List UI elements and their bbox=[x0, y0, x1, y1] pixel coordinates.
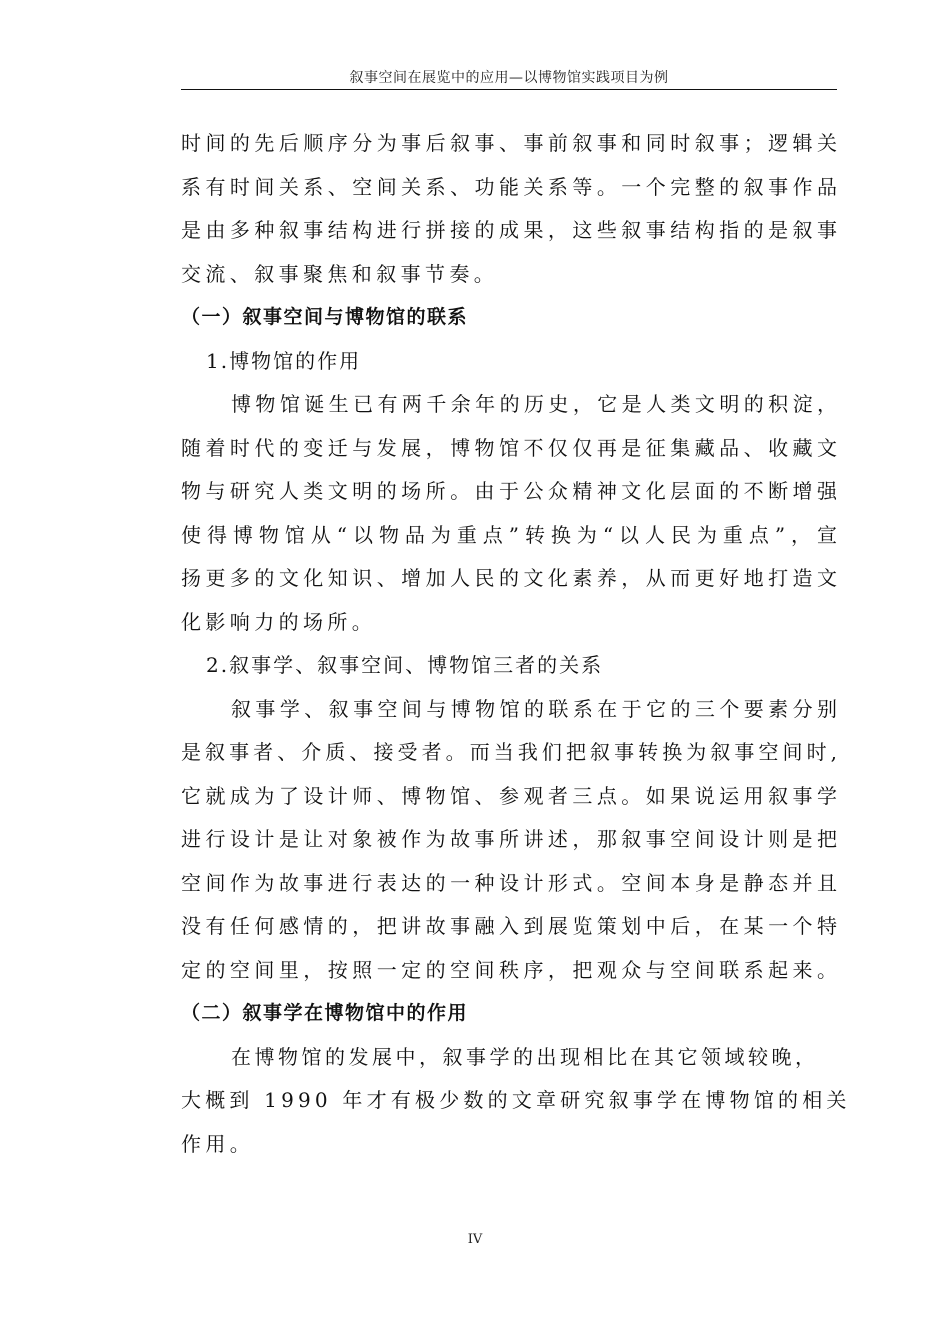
header-rule bbox=[181, 89, 837, 90]
subsection-heading: 1.博物馆的作用 bbox=[206, 348, 362, 373]
paragraph-line: 定的空间里，按照一定的空间秩序，把观众与空间联系起来。 bbox=[181, 957, 837, 982]
paragraph-line: 作用。 bbox=[181, 1131, 255, 1156]
paragraph-line: 没有任何感情的，把讲故事融入到展览策划中后，在某一个特 bbox=[181, 914, 837, 938]
section-heading: （一）叙事空间与博物馆的联系 bbox=[181, 306, 469, 328]
subsection-heading: 2.叙事学、叙事空间、博物馆三者的关系 bbox=[206, 653, 604, 677]
paragraph-line: 随着时代的变迁与发展，博物馆不仅仅再是征集藏品、收藏文 bbox=[181, 435, 837, 460]
paragraph-line: 叙事学、叙事空间与博物馆的联系在于它的三个要素分别 bbox=[231, 696, 837, 721]
paragraph-line: 它就成为了设计师、博物馆、参观者三点。如果说运用叙事学 bbox=[181, 783, 837, 808]
paragraph-line: 化影响力的场所。 bbox=[181, 609, 377, 634]
paragraph-line: 大概到 1990 年才有极少数的文章研究叙事学在博物馆的相关 bbox=[181, 1088, 851, 1112]
paragraph-line: 扬更多的文化知识、增加人民的文化素养，从而更好地打造文 bbox=[181, 566, 837, 590]
paragraph-line: 使得博物馆从“以物品为重点”转换为“以人民为重点”，宣 bbox=[181, 522, 837, 547]
paragraph-line: 空间作为故事进行表达的一种设计形式。空间本身是静态并且 bbox=[181, 870, 837, 895]
paragraph-line: 是叙事者、介质、接受者。而当我们把叙事转换为叙事空间时, bbox=[181, 740, 837, 764]
paragraph-line: 在博物馆的发展中，叙事学的出现相比在其它领域较晚， bbox=[231, 1044, 815, 1069]
paragraph-line: 交流、叙事聚焦和叙事节奏。 bbox=[181, 261, 499, 286]
section-heading: （二）叙事学在博物馆中的作用 bbox=[181, 1002, 469, 1024]
paragraph-line: 时间的先后顺序分为事后叙事、事前叙事和同时叙事；逻辑关 bbox=[181, 131, 837, 155]
paragraph-line: 进行设计是让对象被作为故事所讲述，那叙事空间设计则是把 bbox=[181, 827, 837, 851]
paragraph-line: 物与研究人类文明的场所。由于公众精神文化层面的不断增强 bbox=[181, 479, 837, 503]
paragraph-line: 博物馆诞生已有两千余年的历史，它是人类文明的积淀， bbox=[231, 392, 837, 416]
paragraph-line: 是由多种叙事结构进行拼接的成果，这些叙事结构指的是叙事 bbox=[181, 218, 837, 242]
body-text bbox=[181, 122, 851, 1166]
running-header: 叙事空间在展览中的应用—以博物馆实践项目为例 bbox=[349, 70, 669, 86]
page-number: IV bbox=[467, 1232, 483, 1247]
paragraph-line: 系有时间关系、空间关系、功能关系等。一个完整的叙事作品 bbox=[181, 174, 837, 199]
